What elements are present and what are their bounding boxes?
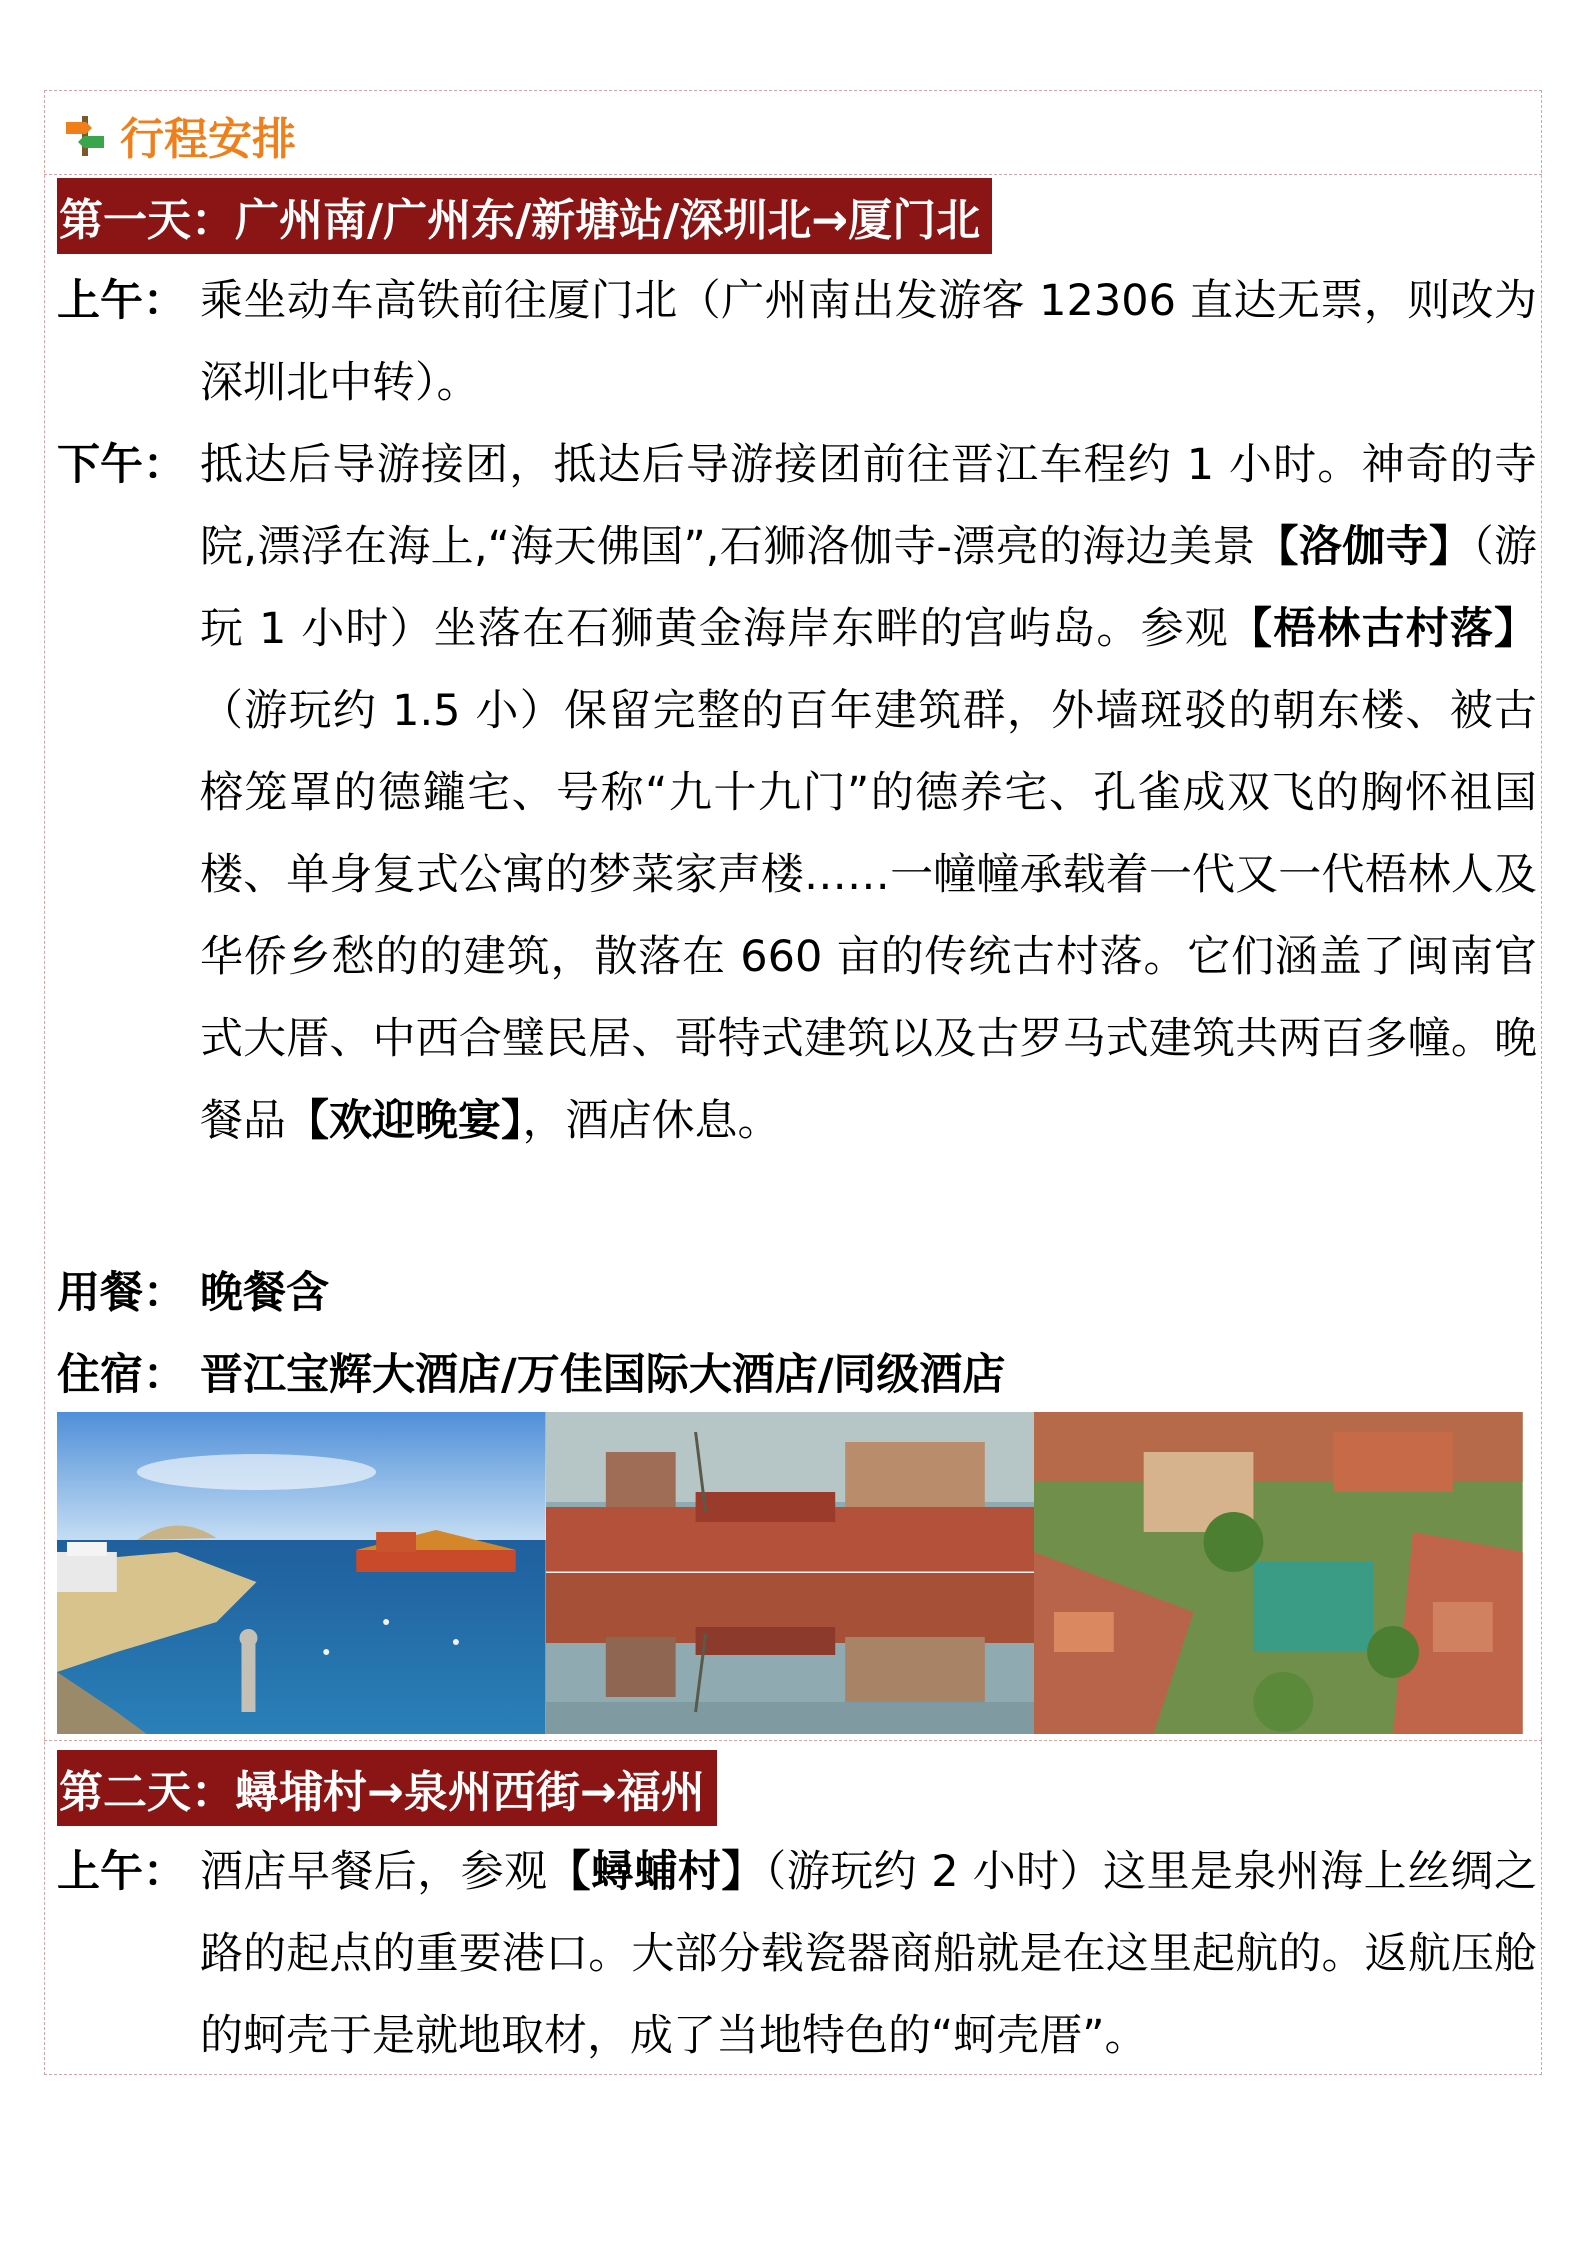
- day2-text-1: 酒店早餐后，参观: [200, 1847, 548, 1897]
- day1-meal-label: 用餐：: [57, 1268, 186, 1318]
- photo-village-reflection: [546, 1412, 1035, 1734]
- separator-top: [44, 174, 1542, 175]
- day1-title-bar: [57, 178, 992, 254]
- afternoon-text-2: （游玩 1 小时）坐落在石狮黄金海岸东畔的宫屿岛。参观: [200, 522, 1538, 654]
- day1-afternoon-text: [200, 424, 1537, 1162]
- day1-afternoon-label: 下午：: [57, 440, 186, 490]
- afternoon-text-3: （游玩约 1.5 小）保留完整的百年建筑群，外墙斑驳的朝东楼、被古榕笼罩的德鑨宅、号称“九十九门”的德养宅、孔雀成双飞的胸怀祖国楼、单身复式公寓的梦菜家声楼……一幢幢承载着一代又一代梧林人及华侨乡愁的的建筑，散落在 660 亩的传统古村落。它们涵盖了闽南官式大厝、中西合璧民居、哥特式建筑以及古罗马式建筑共两百多幢。晚餐品: [200, 686, 1537, 1146]
- afternoon-text-1: 抵达后导游接团，抵达后导游接团前往晋江车程约 1 小时。神奇的寺院,漂浮在海上,“海天佛国”,石狮洛伽寺-漂亮的海边美景: [200, 440, 1537, 572]
- section-title-text: 行程安排: [120, 114, 296, 165]
- day2-text-2: （游玩约 2 小时）这里是泉州海上丝绸之路的起点的重要港口。大部分载瓷器商船就是在这里起航的。返航压舱的蚵壳于是就地取材，成了当地特色的“蚵壳厝”。: [200, 1847, 1538, 2061]
- day2-morning: [57, 1831, 1537, 2077]
- highlight-xunpu-village: 【蟳蜅村】: [547, 1847, 765, 1897]
- highlight-welcome-dinner: 【欢迎晚宴】: [286, 1096, 523, 1146]
- signpost-icon: [62, 112, 108, 158]
- day1-morning: [57, 260, 1537, 424]
- photo-coast-temple: [57, 1412, 546, 1734]
- day1-meal-text: 晚餐含: [200, 1268, 329, 1318]
- day1-hotel-text: 晋江宝辉大酒店/万佳国际大酒店/同级酒店: [200, 1350, 1006, 1400]
- day1-meal: [57, 1252, 1537, 1334]
- day1-hotel: [57, 1334, 1537, 1416]
- day1-morning-label: 上午：: [57, 276, 186, 326]
- photo-strip: [57, 1412, 1523, 1734]
- separator-day2: [44, 1740, 1542, 1741]
- day1-title: 第一天：广州南/广州东/新塘站/深圳北→厦门北: [59, 195, 981, 246]
- day2-title-bar: [57, 1750, 717, 1826]
- photo-village-aerial: [1034, 1412, 1523, 1734]
- day1-afternoon: [57, 424, 1537, 1162]
- afternoon-text-4: ，酒店休息。: [522, 1096, 781, 1146]
- day2-morning-label: 上午：: [57, 1847, 186, 1897]
- section-title: [62, 100, 296, 170]
- day2-morning-text: [200, 1831, 1537, 2077]
- day2-title: 第二天：蟳埔村→泉州西街→福州: [59, 1767, 705, 1818]
- day1-morning-text: 乘坐动车高铁前往厦门北（广州南出发游客 12306 直达无票，则改为深圳北中转）。: [200, 276, 1537, 408]
- highlight-wulin-village: 【梧林古村落】: [1228, 604, 1537, 654]
- highlight-luojia-temple: 【洛伽寺】: [1255, 522, 1473, 572]
- day1-hotel-label: 住宿：: [57, 1350, 186, 1400]
